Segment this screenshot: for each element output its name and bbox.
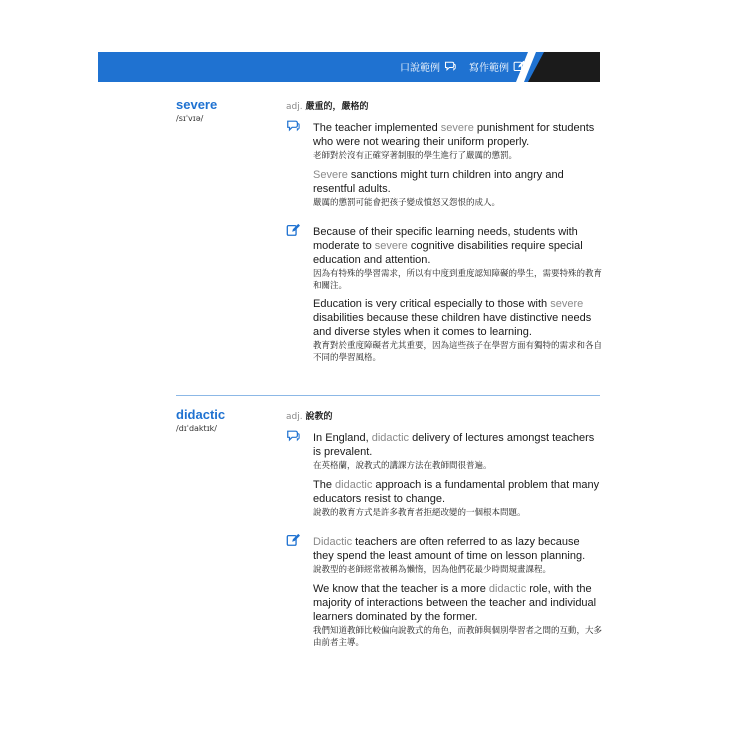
example-chinese: 因為有特殊的學習需求，所以有中度到重度認知障礙的學生，需要特殊的教育和關注。 xyxy=(313,269,603,291)
writing-example xyxy=(313,297,603,364)
example-english: In England, didactic delivery of lectures amongst teachers is prevalent. xyxy=(313,432,595,458)
example-chinese: 老師對於沒有正確穿著制服的學生進行了嚴厲的懲罰。 xyxy=(313,151,518,161)
part-of-speech: adj. xyxy=(286,102,303,112)
spoken-example xyxy=(313,121,603,162)
example-chinese: 嚴厲的懲罰可能會把孩子變成憤怒又怨恨的成人。 xyxy=(313,198,501,208)
header-bar xyxy=(98,52,600,82)
highlighted-word: severe xyxy=(550,298,584,310)
highlighted-word: didactic xyxy=(488,583,527,595)
example-english: Education is very critical especially to those with severe disabilities because these children have distinctive needs and diverse styles when it comes to learning. xyxy=(313,298,592,338)
speech-bubble-icon xyxy=(444,60,456,77)
headword: severe xyxy=(176,97,218,112)
writing-example xyxy=(313,535,603,576)
highlighted-word: severe xyxy=(374,240,408,252)
legend-writing-example xyxy=(469,60,525,77)
example-chinese: 說教的教育方式是許多教育者拒絕改變的一個根本問題。 xyxy=(313,508,526,518)
example-chinese: 教育對於重度障礙者尤其重要，因為這些孩子在學習方面有獨特的需求和各自不同的學習風格。 xyxy=(313,341,603,363)
example-english: The didactic approach is a fundamental problem that many educators resist to change. xyxy=(313,479,600,505)
spoken-example xyxy=(313,478,603,519)
spoken-example xyxy=(313,431,603,472)
spoken-example xyxy=(313,168,603,209)
example-english: Didactic teachers are often referred to as lazy because they spend the least amount of time on lesson planning. xyxy=(313,536,586,562)
example-english: Severe sanctions might turn children into angry and resentful adults. xyxy=(313,169,564,195)
phonetic: /dɪˈdaktɪk/ xyxy=(176,424,217,433)
headword: didactic xyxy=(176,407,226,422)
meaning: 嚴重的，嚴格的 xyxy=(305,102,369,112)
meaning: 說教的 xyxy=(305,412,333,422)
speech-bubble-icon xyxy=(286,429,300,443)
pen-note-icon xyxy=(286,223,300,237)
example-english: The teacher implemented severe punishment for students who were not wearing their uniform properly. xyxy=(313,122,595,148)
writing-example xyxy=(313,225,603,292)
highlighted-word: didactic xyxy=(335,479,373,491)
example-chinese: 說教型的老師經常被稱為懶惰，因為他們花最少時間規畫課程。 xyxy=(313,565,552,575)
writing-example xyxy=(313,582,603,649)
legend-spoken-example xyxy=(400,60,456,77)
example-chinese: 我們知道教師比較偏向說教式的角色，而教師與個別學習者之間的互動，大多由前者主導。 xyxy=(313,626,603,648)
pen-note-icon xyxy=(286,533,300,547)
highlighted-word: Didactic xyxy=(313,536,353,548)
example-english: We know that the teacher is a more didactic role, with the majority of interactions between the teacher and individual learners dominated by the former. xyxy=(313,583,597,623)
header-black-tab xyxy=(528,52,600,82)
entry-severe xyxy=(176,97,603,387)
phonetic: /sɪˈvɪə/ xyxy=(176,114,204,123)
example-chinese: 在英格蘭，說教式的講課方法在教師間很普遍。 xyxy=(313,461,492,471)
entry-divider xyxy=(176,395,600,396)
legend-spoken-label: 口說範例 xyxy=(400,62,440,74)
definition-line xyxy=(286,99,368,112)
legend-writing-label: 寫作範例 xyxy=(469,62,509,74)
highlighted-word: Severe xyxy=(313,169,348,181)
example-english: Because of their specific learning needs, students with moderate to severe cognitive disabilities require special education and attention. xyxy=(313,226,583,266)
highlighted-word: severe xyxy=(440,122,474,134)
speech-bubble-icon xyxy=(286,119,300,133)
definition-line xyxy=(286,409,332,422)
entry-didactic xyxy=(176,407,603,667)
part-of-speech: adj. xyxy=(286,412,303,422)
highlighted-word: didactic xyxy=(371,432,410,444)
